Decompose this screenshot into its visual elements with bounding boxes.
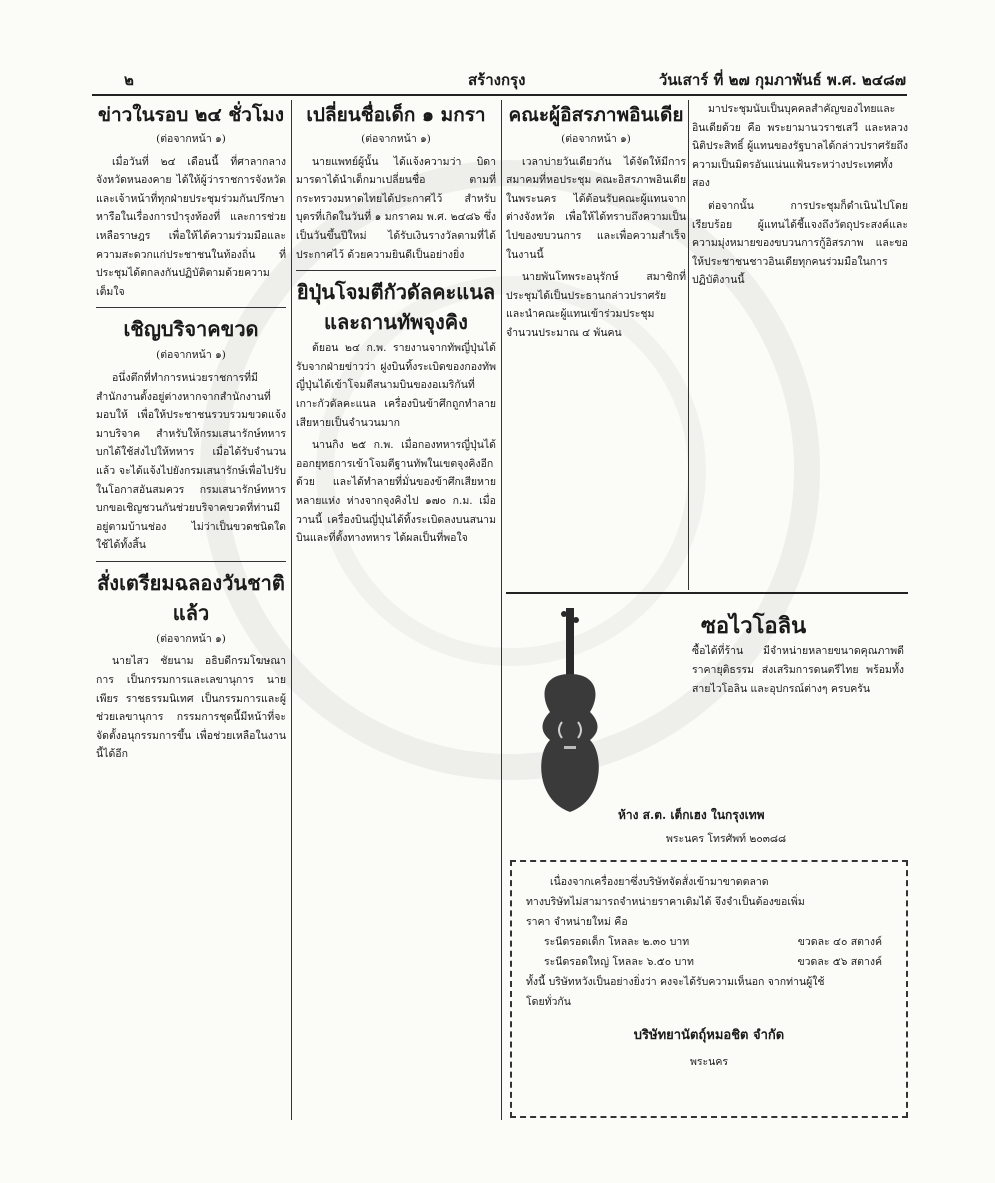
article-headline: เปลี่ยนชื่อเด็ก ๑ มกรา bbox=[306, 104, 486, 126]
notice-line: ทั้งนี้ บริษัทหวังเป็นอย่างยิ่งว่า คงจะได้รับความเห็นอก จากท่านผู้ใช้ bbox=[526, 976, 825, 988]
ad-title: ซอไวโอลิน bbox=[701, 613, 807, 639]
article-headline: สั่งเตรียมฉลองวันชาติแล้ว bbox=[97, 570, 285, 625]
ad-address: พระนคร โทรศัพท์ ๒๐๓๘๘ bbox=[666, 833, 787, 845]
continued-label: (ต่อจากหน้า ๑) bbox=[561, 133, 631, 145]
article-headline: ยิปุ่นโจมตีกัวดัลคะแนลและถานทัพจุงคิง bbox=[296, 280, 496, 335]
article-body: ต้ยอน ๒๔ ก.พ. รายงานจากทัพญี่ปุ่นได้รับจากฝ่ายข่าวว่า ฝูงบินทิ้งระเบิดของกองทัพญี่ปุ่นได้เข้าโจมตีสนามบินของอเมริกันที่เกาะกัวดัลคะแนล เครื่องบินข้าศึกถูกทำลายเสียหายเป็นจำนวนมาก bbox=[296, 342, 496, 429]
company-name: บริษัทยานัตถุ์หมอชิต จำกัด bbox=[633, 1028, 785, 1043]
continued-label: (ต่อจากหน้า ๑) bbox=[361, 133, 431, 145]
masthead bbox=[96, 64, 906, 92]
price-row bbox=[526, 932, 892, 952]
column-rule bbox=[688, 100, 689, 590]
continued-label: (ต่อจากหน้า ๑) bbox=[156, 349, 226, 362]
article-body: นานกิง ๒๕ ก.พ. เมื่อกองทหารญี่ปุ่นได้ออกยุทธการเข้าโจมตีฐานทัพในเขตจุงคิงอีกด้วย และได้ทำลายที่มั่นของข้าศึกเสียหายหลายแห่ง ห่างจากจุงคิงไป ๑๗๐ ก.ม. เมื่อวานนี้ เครื่องบินญี่ปุ่นได้ทิ้งระเบิดลงบนสนามบินและที่ตั้งทางทหาร ได้ผลเป็นที่พอใจ bbox=[296, 439, 496, 545]
notice-line: ทางบริษัทไม่สามารถจำหน่ายราคาเดิมได้ จึงจำเป็นต้องขอเพิ่ม bbox=[526, 896, 805, 908]
column-4 bbox=[692, 100, 908, 588]
price-item: ระนีดรอดใหญ่ โหลละ ๖.๕๐ บาท bbox=[544, 956, 694, 968]
article-divider bbox=[96, 307, 286, 308]
article-divider bbox=[296, 270, 496, 271]
column-rule bbox=[291, 100, 292, 1120]
violin-icon bbox=[520, 604, 620, 819]
article-body: เมื่อวันที่ ๒๔ เดือนนี้ ที่ศาลากลางจังหวัดหนองคาย ได้ให้ผู้ว่าราชการจังหวัดและเจ้าหน้าที่ทุกฝ่ายประชุมร่วมกันปรึกษาหารือในเรื่องการบำรุงท้องที่ และการช่วยเหลือราษฎร เพื่อให้ได้ความร่วมมือและความสะดวกแก่ประชาชนในท้องถิ่น ที่ประชุมได้ตกลงกันปฏิบัติตามด้วยความเต็มใจ bbox=[96, 155, 286, 298]
price-unit: ขวดละ ๔๐ สตางค์ bbox=[797, 936, 882, 948]
ad-shop-name: ห้าง ส.ต. เต็กเฮง ในกรุงเทพ bbox=[618, 808, 765, 822]
violin-advertisement bbox=[506, 592, 908, 848]
continued-label: (ต่อจากหน้า ๑) bbox=[156, 133, 226, 145]
article-body: นายพันโทพระอนุรักษ์ สมาชิกที่ประชุมได้เป็นประธานกล่าวปราศรัย และนำคณะผู้แทนเข้าร่วมประชุม จำนวนประมาณ ๔ พันคน bbox=[506, 271, 686, 339]
article-divider bbox=[96, 561, 286, 562]
page-number: ๒ bbox=[124, 71, 134, 89]
article-headline: เชิญบริจาคขวด bbox=[123, 317, 259, 342]
article-body: นายแพทย์ผู้นั้น ได้แจ้งความว่า บิดามารดาได้นำเด็กมาเปลี่ยนชื่อ ตามที่กระทรวงมหาดไทยได้ประกาศไว้ สำหรับบุตรที่เกิดในวันที่ ๑ มกราคม พ.ศ. ๒๔๘๖ ซึ่งเป็นวันขึ้นปีใหม่ ได้รับเงินรางวัลตามที่ได้ประกาศไว้ ด้วยความยินดีเป็นอย่างยิ่ง bbox=[296, 155, 496, 261]
newspaper-name: สร้างกรุง bbox=[468, 71, 526, 89]
price-notice bbox=[510, 860, 908, 1118]
article-body: อนึ่งตึกที่ทำการหน่วยราชการที่มีสำนักงานตั้งอยู่ต่างหากจากสำนักงานที่มอบให้ เพื่อให้ประชาชนรวบรวมขวดแจ้งมาบริจาค สำหรับให้กรมเสนารักษ์ทหารบกได้ใช้ส่งไปให้ทหาร เมื่อได้รับจำนวนแล้ว จะได้แจ้งไปยังกรมเสนารักษ์เพื่อไปรับในโอกาสอันสมควร กรมเสนารักษ์ทหารบกขอเชิญชวนกันช่วยบริจาคขวดที่ท่านมีอยู่ตามบ้านช่อง ไม่ว่าเป็นขวดชนิดใด ใช้ได้ทั้งสิ้น bbox=[96, 371, 286, 552]
price-row bbox=[526, 952, 892, 972]
masthead-rule bbox=[92, 94, 907, 96]
company-city: พระนคร bbox=[689, 1056, 729, 1068]
column-3 bbox=[506, 100, 686, 588]
column-1 bbox=[96, 100, 286, 1118]
column-2 bbox=[296, 100, 496, 1118]
price-unit: ขวดละ ๕๖ สตางค์ bbox=[797, 956, 882, 968]
article-body: นายไสว ชัยนาม อธิบดีกรมโฆษณาการ เป็นกรรมการและเลขานุการ นายเพียร ราชธรรมนิเทศ เป็นกรรมการและผู้ช่วยเลขานุการ กรรมการชุดนี้มีหน้าที่จะจัดตั้งอนุกรรมการขึ้น เพื่อช่วยเหลือในงานนี้ได้อีก bbox=[96, 655, 286, 761]
issue-date: วันเสาร์ ที่ ๒๗ กุมภาพันธ์ พ.ศ. ๒๔๘๗ bbox=[658, 71, 906, 89]
ad-text: ซื้อได้ที่ร้าน มีจำหน่ายหลายขนาดคุณภาพดี ราคายุติธรรม ส่งเสริมการดนตรีไทย พร้อมทั้งสายไวโอลิน และอุปกรณ์ต่างๆ ครบครัน bbox=[692, 645, 904, 695]
notice-line: ราคา จำหน่ายใหม่ คือ bbox=[526, 916, 628, 928]
column-rule bbox=[501, 100, 502, 1120]
article-body: มาประชุมนับเป็นบุคคลสำคัญของไทยและอินเดียด้วย คือ พระยามานวราชเสวี และหลวงนิติประสิทธิ์ ผู้แทนของรัฐบาลได้กล่าวปราศรัยถึงความเป็นมิตรอันแน่นแฟ้นระหว่างประเทศทั้งสอง bbox=[692, 103, 908, 190]
article-body: เวลาบ่ายวันเดียวกัน ได้จัดให้มีการสมาคมที่หอประชุม คณะอิสรภาพอินเดีย ในพระนคร ได้ต้อนรับคณะผู้แทนจากต่างจังหวัด เพื่อให้ได้ทราบถึงความเป็นไปของขบวนการ และเพื่อความสำเร็จในงานนี้ bbox=[506, 155, 686, 261]
article-headline: คณะผู้อิสรภาพอินเดีย bbox=[508, 104, 684, 126]
price-item: ระนีดรอดเด็ก โหลละ ๒.๓๐ บาท bbox=[544, 936, 690, 948]
notice-line: โดยทั่วกัน bbox=[526, 996, 571, 1008]
article-body: ต่อจากนั้น การประชุมก็ดำเนินไปโดยเรียบร้อย ผู้แทนได้ชี้แจงถึงวัตถุประสงค์และความมุ่งหมายของขบวนการกู้อิสรภาพ และขอให้ประชาชนชาวอินเดียทุกคนร่วมมือในการปฏิบัติงานนี้ bbox=[692, 199, 908, 287]
article-headline: ข่าวในรอบ ๒๔ ชั่วโมง bbox=[98, 104, 284, 126]
notice-line: เนื่องจากเครื่องยาซึ่งบริษัทจัดสั่งเข้ามาขาดตลาด bbox=[550, 876, 769, 888]
continued-label: (ต่อจากหน้า ๑) bbox=[156, 632, 226, 645]
